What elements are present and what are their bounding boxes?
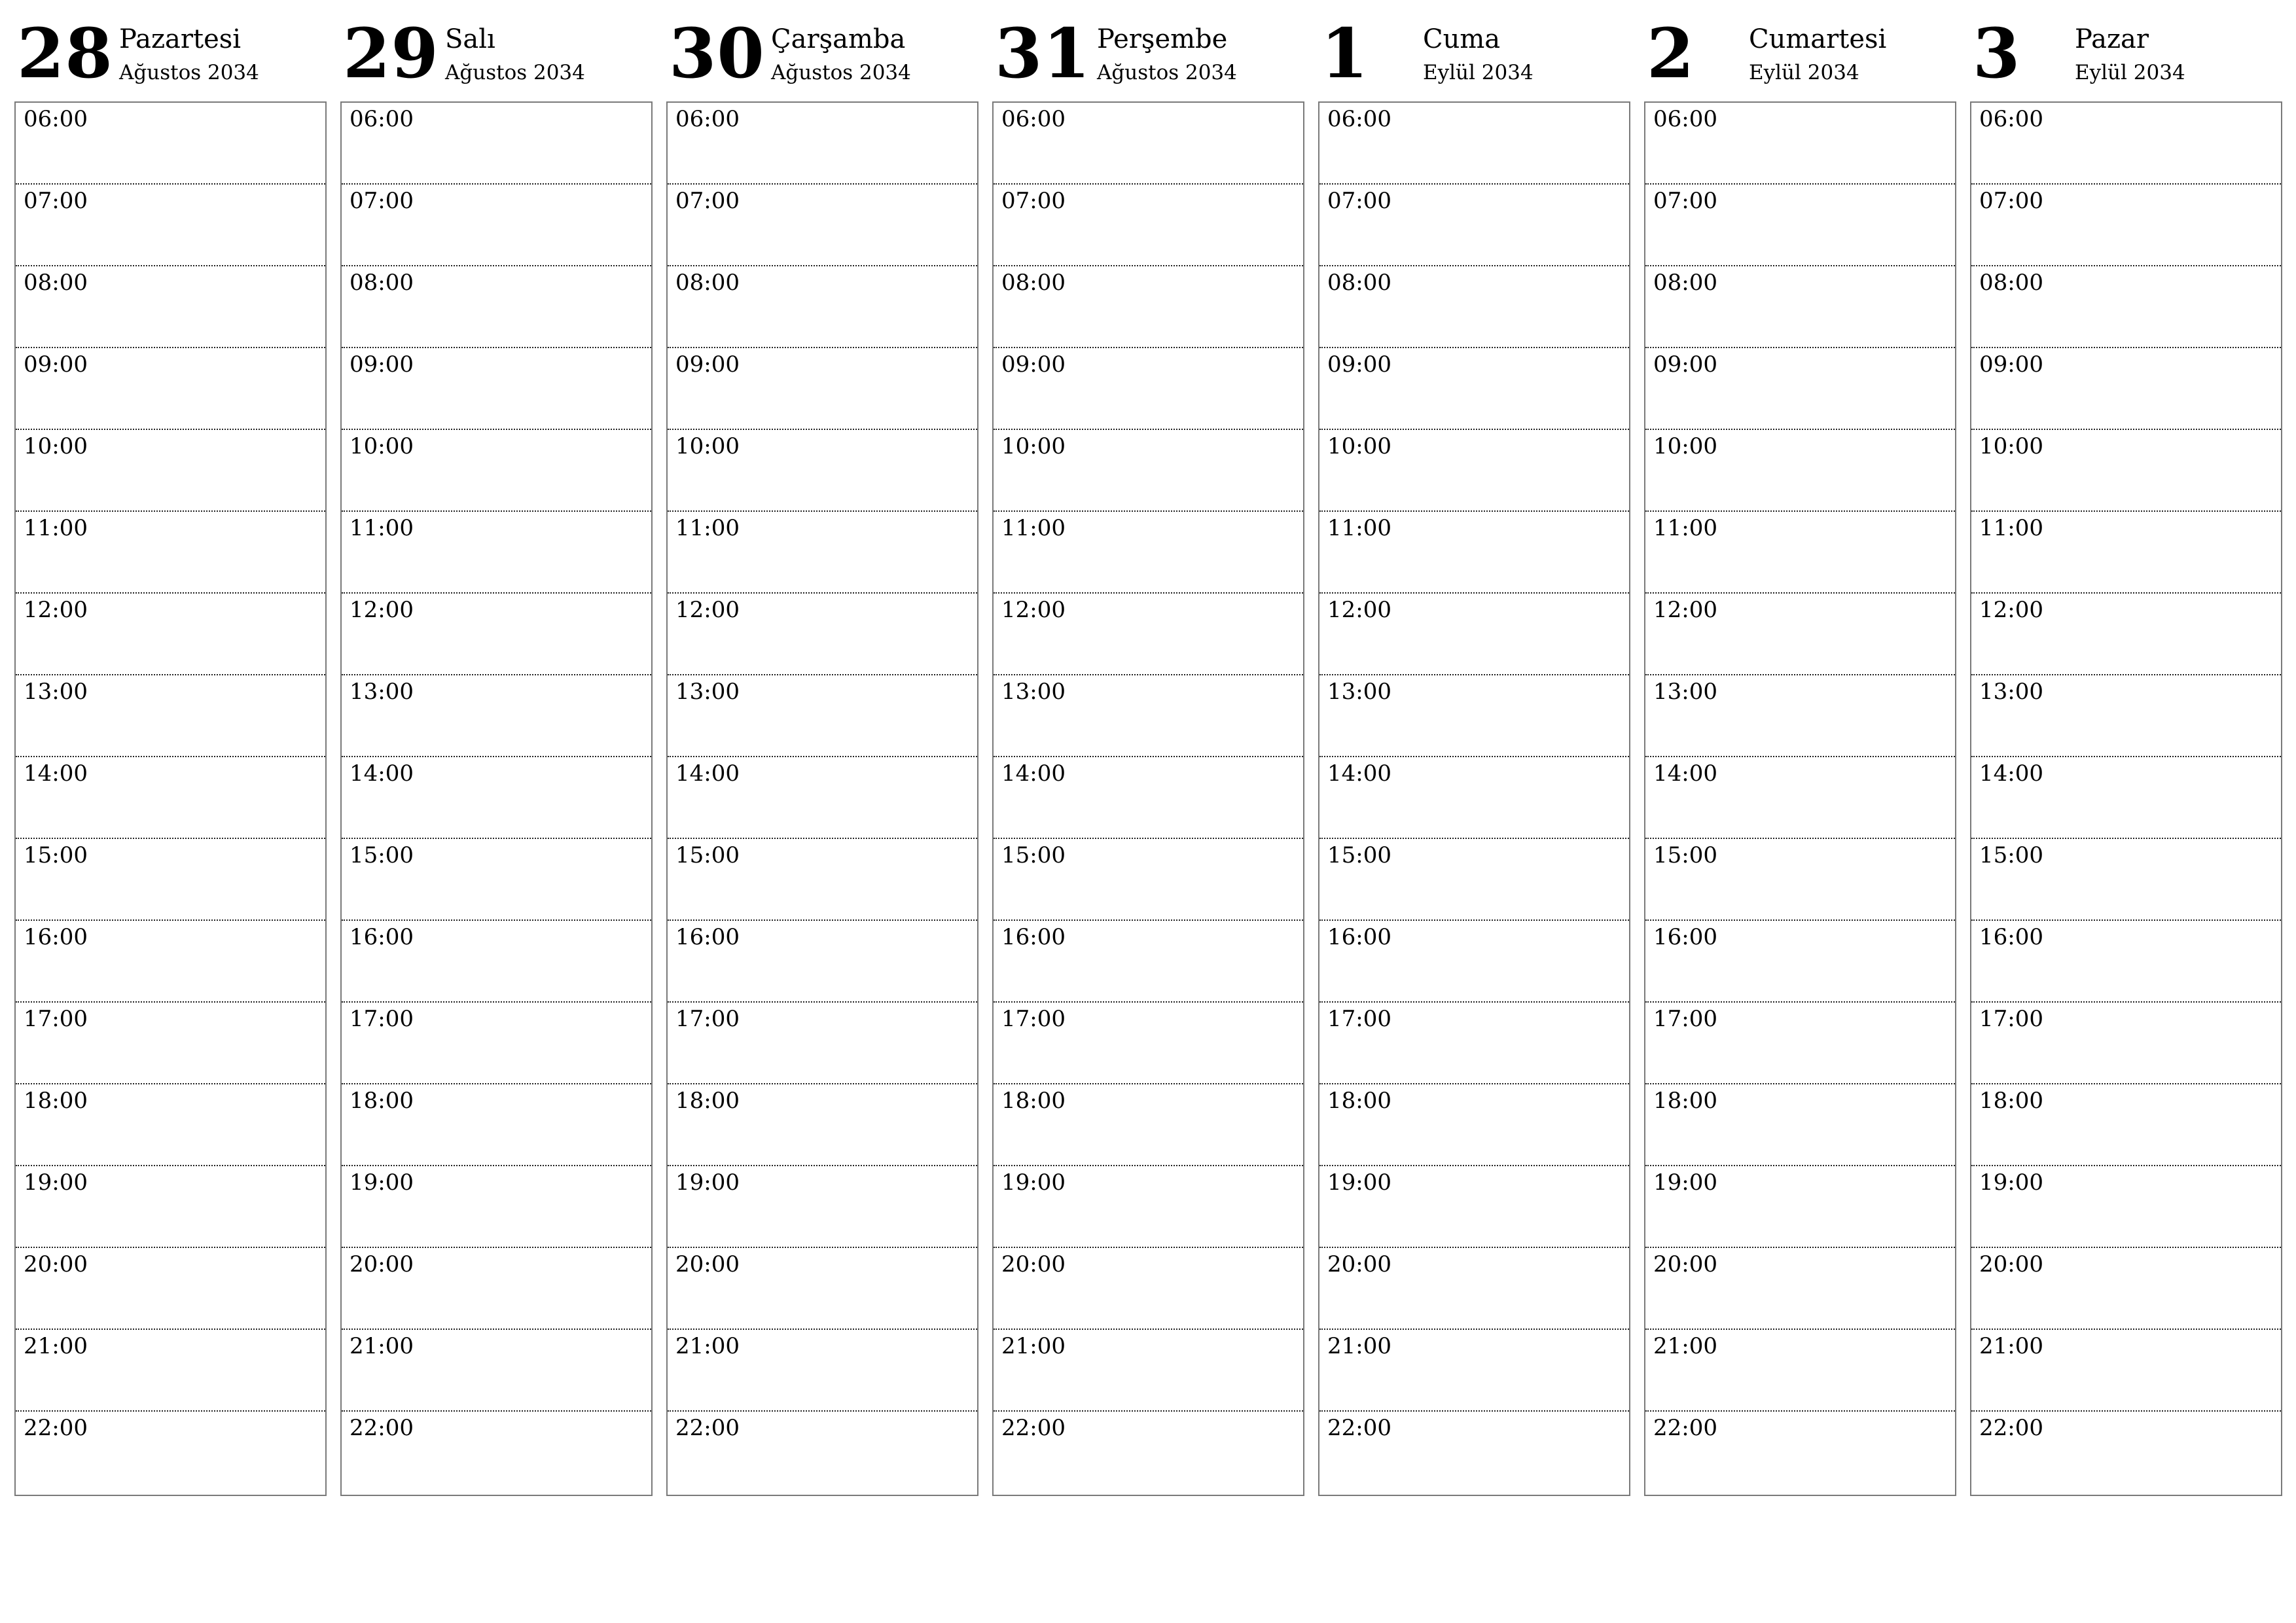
hour-slot[interactable] xyxy=(1645,348,1955,430)
hour-slot[interactable] xyxy=(342,430,651,512)
hour-label: 15:00 xyxy=(1327,842,1391,868)
hour-label: 18:00 xyxy=(1327,1088,1391,1114)
hour-label: 12:00 xyxy=(1327,597,1391,623)
hour-label: 18:00 xyxy=(350,1088,414,1114)
hour-label: 11:00 xyxy=(1327,515,1391,541)
hour-slot[interactable] xyxy=(1645,839,1955,921)
hour-grid xyxy=(340,101,653,1496)
hour-label: 22:00 xyxy=(675,1415,740,1441)
hour-label: 11:00 xyxy=(1653,515,1717,541)
hour-slot[interactable] xyxy=(1319,1166,1629,1248)
hour-label: 19:00 xyxy=(1979,1169,2043,1196)
hour-slot[interactable] xyxy=(1971,185,2281,266)
hour-slot[interactable] xyxy=(16,348,325,430)
hour-label: 19:00 xyxy=(24,1169,88,1196)
hour-slot[interactable] xyxy=(668,1412,977,1493)
hour-slot[interactable] xyxy=(1319,1084,1629,1166)
day-column xyxy=(340,0,653,1441)
day-number: 31 xyxy=(995,13,1091,94)
hour-slot[interactable] xyxy=(1645,1166,1955,1248)
hour-slot[interactable] xyxy=(16,512,325,594)
hour-label: 14:00 xyxy=(350,760,414,787)
hour-label: 06:00 xyxy=(1979,106,2043,132)
hour-slot[interactable] xyxy=(994,430,1303,512)
hour-slot[interactable] xyxy=(16,1166,325,1248)
hour-label: 09:00 xyxy=(1653,351,1717,378)
hour-label: 21:00 xyxy=(675,1333,740,1359)
hour-label: 15:00 xyxy=(24,842,88,868)
day-name: Pazar xyxy=(2075,24,2149,54)
hour-label: 21:00 xyxy=(1979,1333,2043,1359)
hour-label: 06:00 xyxy=(24,106,88,132)
hour-label: 12:00 xyxy=(675,597,740,623)
day-month: Ağustos 2034 xyxy=(1097,61,1237,84)
hour-label: 08:00 xyxy=(24,270,88,296)
hour-slot[interactable] xyxy=(994,1412,1303,1493)
hour-label: 08:00 xyxy=(350,270,414,296)
hour-label: 15:00 xyxy=(675,842,740,868)
day-column xyxy=(14,0,327,1441)
day-month: Eylül 2034 xyxy=(1749,61,1859,84)
hour-label: 17:00 xyxy=(1001,1006,1066,1032)
hour-slot[interactable] xyxy=(16,675,325,757)
hour-slot[interactable] xyxy=(1971,1330,2281,1412)
hour-label: 08:00 xyxy=(1979,270,2043,296)
hour-label: 17:00 xyxy=(1327,1006,1391,1032)
hour-label: 16:00 xyxy=(1979,924,2043,950)
day-name: Çarşamba xyxy=(771,24,906,54)
hour-label: 15:00 xyxy=(1001,842,1066,868)
hour-label: 07:00 xyxy=(1001,188,1066,214)
hour-slot[interactable] xyxy=(1319,1330,1629,1412)
day-column xyxy=(1318,0,1630,1441)
hour-label: 13:00 xyxy=(1327,679,1391,705)
hour-label: 13:00 xyxy=(1001,679,1066,705)
hour-slot[interactable] xyxy=(668,921,977,1003)
hour-label: 20:00 xyxy=(1979,1251,2043,1277)
hour-label: 20:00 xyxy=(1653,1251,1717,1277)
hour-slot[interactable] xyxy=(16,430,325,512)
hour-label: 16:00 xyxy=(1001,924,1066,950)
hour-slot[interactable] xyxy=(1971,512,2281,594)
hour-slot[interactable] xyxy=(342,1412,651,1493)
hour-label: 19:00 xyxy=(350,1169,414,1196)
hour-label: 13:00 xyxy=(1653,679,1717,705)
hour-label: 22:00 xyxy=(350,1415,414,1441)
hour-label: 20:00 xyxy=(1327,1251,1391,1277)
hour-label: 07:00 xyxy=(350,188,414,214)
hour-slot[interactable] xyxy=(342,185,651,266)
hour-label: 13:00 xyxy=(1979,679,2043,705)
hour-label: 15:00 xyxy=(1653,842,1717,868)
day-column xyxy=(1970,0,2282,1441)
hour-label: 14:00 xyxy=(24,760,88,787)
hour-slot[interactable] xyxy=(1319,1248,1629,1330)
hour-label: 14:00 xyxy=(1653,760,1717,787)
hour-slot[interactable] xyxy=(668,1003,977,1084)
hour-label: 16:00 xyxy=(1327,924,1391,950)
day-month: Ağustos 2034 xyxy=(119,61,259,84)
hour-slot[interactable] xyxy=(668,348,977,430)
hour-slot[interactable] xyxy=(1319,921,1629,1003)
hour-slot[interactable] xyxy=(16,839,325,921)
hour-label: 12:00 xyxy=(24,597,88,623)
hour-label: 10:00 xyxy=(1979,433,2043,459)
hour-slot[interactable] xyxy=(342,512,651,594)
hour-slot[interactable] xyxy=(994,1166,1303,1248)
hour-slot[interactable] xyxy=(1645,1003,1955,1084)
hour-slot[interactable] xyxy=(1319,430,1629,512)
hour-slot[interactable] xyxy=(1645,1248,1955,1330)
day-name: Cumartesi xyxy=(1749,24,1887,54)
hour-label: 08:00 xyxy=(675,270,740,296)
hour-slot[interactable] xyxy=(1971,757,2281,839)
hour-slot[interactable] xyxy=(668,594,977,675)
hour-label: 10:00 xyxy=(1653,433,1717,459)
hour-slot[interactable] xyxy=(342,675,651,757)
hour-label: 08:00 xyxy=(1327,270,1391,296)
hour-label: 12:00 xyxy=(350,597,414,623)
hour-slot[interactable] xyxy=(1645,103,1955,185)
hour-label: 18:00 xyxy=(1001,1088,1066,1114)
hour-label: 20:00 xyxy=(350,1251,414,1277)
hour-label: 16:00 xyxy=(1653,924,1717,950)
hour-slot[interactable] xyxy=(342,757,651,839)
day-name: Pazartesi xyxy=(119,24,242,54)
hour-label: 20:00 xyxy=(24,1251,88,1277)
hour-label: 07:00 xyxy=(675,188,740,214)
hour-label: 10:00 xyxy=(675,433,740,459)
day-number: 28 xyxy=(17,13,113,94)
hour-slot[interactable] xyxy=(1645,921,1955,1003)
day-column xyxy=(1644,0,1956,1441)
hour-slot[interactable] xyxy=(1971,921,2281,1003)
day-month: Eylül 2034 xyxy=(1423,61,1534,84)
hour-slot[interactable] xyxy=(1971,1166,2281,1248)
hour-slot[interactable] xyxy=(342,1166,651,1248)
hour-label: 08:00 xyxy=(1001,270,1066,296)
hour-label: 22:00 xyxy=(1653,1415,1717,1441)
hour-slot[interactable] xyxy=(1319,103,1629,185)
day-month: Ağustos 2034 xyxy=(771,61,911,84)
day-number: 3 xyxy=(1973,13,2021,94)
hour-slot[interactable] xyxy=(16,1330,325,1412)
hour-slot[interactable] xyxy=(668,266,977,348)
hour-label: 12:00 xyxy=(1979,597,2043,623)
hour-slot[interactable] xyxy=(1319,512,1629,594)
hour-slot[interactable] xyxy=(1645,430,1955,512)
hour-label: 07:00 xyxy=(1653,188,1717,214)
hour-label: 19:00 xyxy=(1653,1169,1717,1196)
hour-grid xyxy=(1970,101,2282,1496)
hour-label: 14:00 xyxy=(675,760,740,787)
hour-label: 09:00 xyxy=(1979,351,2043,378)
hour-slot[interactable] xyxy=(1971,348,2281,430)
hour-label: 20:00 xyxy=(675,1251,740,1277)
day-name: Salı xyxy=(445,24,495,54)
hour-slot[interactable] xyxy=(16,921,325,1003)
hour-slot[interactable] xyxy=(342,594,651,675)
hour-slot[interactable] xyxy=(1971,1412,2281,1493)
hour-label: 07:00 xyxy=(1979,188,2043,214)
hour-label: 11:00 xyxy=(675,515,740,541)
day-header xyxy=(1318,0,1630,101)
hour-slot[interactable] xyxy=(994,1330,1303,1412)
hour-slot[interactable] xyxy=(1645,1330,1955,1412)
hour-slot[interactable] xyxy=(1645,185,1955,266)
hour-slot[interactable] xyxy=(668,512,977,594)
hour-slot[interactable] xyxy=(994,348,1303,430)
hour-label: 06:00 xyxy=(1001,106,1066,132)
hour-slot[interactable] xyxy=(668,1248,977,1330)
hour-slot[interactable] xyxy=(342,921,651,1003)
day-header xyxy=(340,0,653,101)
hour-slot[interactable] xyxy=(342,1084,651,1166)
hour-label: 07:00 xyxy=(24,188,88,214)
hour-label: 09:00 xyxy=(24,351,88,378)
hour-slot[interactable] xyxy=(1971,1084,2281,1166)
hour-slot[interactable] xyxy=(1319,1003,1629,1084)
day-number: 2 xyxy=(1647,13,1695,94)
hour-grid xyxy=(666,101,978,1496)
hour-label: 18:00 xyxy=(24,1088,88,1114)
day-header xyxy=(1644,0,1956,101)
hour-grid xyxy=(1318,101,1630,1496)
hour-slot[interactable] xyxy=(1971,675,2281,757)
hour-label: 21:00 xyxy=(24,1333,88,1359)
hour-slot[interactable] xyxy=(16,103,325,185)
hour-slot[interactable] xyxy=(1319,594,1629,675)
hour-label: 17:00 xyxy=(1653,1006,1717,1032)
hour-slot[interactable] xyxy=(342,348,651,430)
hour-slot[interactable] xyxy=(16,266,325,348)
hour-slot[interactable] xyxy=(1645,266,1955,348)
hour-slot[interactable] xyxy=(668,103,977,185)
hour-label: 09:00 xyxy=(1327,351,1391,378)
hour-slot[interactable] xyxy=(994,1003,1303,1084)
hour-label: 17:00 xyxy=(24,1006,88,1032)
hour-label: 19:00 xyxy=(1327,1169,1391,1196)
hour-slot[interactable] xyxy=(16,594,325,675)
hour-label: 09:00 xyxy=(350,351,414,378)
hour-slot[interactable] xyxy=(994,675,1303,757)
hour-label: 14:00 xyxy=(1001,760,1066,787)
hour-slot[interactable] xyxy=(1319,757,1629,839)
hour-label: 18:00 xyxy=(1653,1088,1717,1114)
hour-label: 13:00 xyxy=(24,679,88,705)
hour-slot[interactable] xyxy=(1971,430,2281,512)
hour-label: 16:00 xyxy=(24,924,88,950)
hour-slot[interactable] xyxy=(342,103,651,185)
hour-slot[interactable] xyxy=(1971,1248,2281,1330)
hour-slot[interactable] xyxy=(994,266,1303,348)
hour-slot[interactable] xyxy=(1645,594,1955,675)
hour-slot[interactable] xyxy=(1319,839,1629,921)
day-header xyxy=(1970,0,2282,101)
hour-label: 06:00 xyxy=(350,106,414,132)
hour-slot[interactable] xyxy=(1971,266,2281,348)
hour-slot[interactable] xyxy=(668,1084,977,1166)
hour-slot[interactable] xyxy=(1645,675,1955,757)
hour-label: 11:00 xyxy=(24,515,88,541)
hour-slot[interactable] xyxy=(1645,1084,1955,1166)
hour-grid xyxy=(1644,101,1956,1496)
hour-slot[interactable] xyxy=(16,1248,325,1330)
hour-label: 10:00 xyxy=(1001,433,1066,459)
hour-slot[interactable] xyxy=(16,1084,325,1166)
hour-slot[interactable] xyxy=(668,185,977,266)
hour-label: 21:00 xyxy=(1001,1333,1066,1359)
hour-label: 21:00 xyxy=(1327,1333,1391,1359)
day-column xyxy=(992,0,1304,1441)
hour-label: 13:00 xyxy=(350,679,414,705)
hour-slot[interactable] xyxy=(994,512,1303,594)
hour-label: 18:00 xyxy=(1979,1088,2043,1114)
hour-slot[interactable] xyxy=(668,430,977,512)
hour-label: 06:00 xyxy=(1653,106,1717,132)
hour-grid xyxy=(992,101,1304,1496)
day-month: Eylül 2034 xyxy=(2075,61,2185,84)
hour-label: 20:00 xyxy=(1001,1251,1066,1277)
hour-slot[interactable] xyxy=(16,757,325,839)
hour-label: 22:00 xyxy=(1001,1415,1066,1441)
hour-slot[interactable] xyxy=(1319,348,1629,430)
hour-label: 17:00 xyxy=(350,1006,414,1032)
hour-label: 16:00 xyxy=(350,924,414,950)
day-number: 30 xyxy=(669,13,765,94)
hour-label: 10:00 xyxy=(350,433,414,459)
hour-slot[interactable] xyxy=(994,103,1303,185)
day-header xyxy=(992,0,1304,101)
hour-slot[interactable] xyxy=(994,185,1303,266)
hour-slot[interactable] xyxy=(1645,512,1955,594)
hour-label: 11:00 xyxy=(1001,515,1066,541)
hour-slot[interactable] xyxy=(1971,103,2281,185)
day-number: 29 xyxy=(343,13,439,94)
hour-slot[interactable] xyxy=(1971,594,2281,675)
hour-label: 09:00 xyxy=(675,351,740,378)
hour-slot[interactable] xyxy=(994,839,1303,921)
hour-slot[interactable] xyxy=(1319,1412,1629,1493)
hour-slot[interactable] xyxy=(1319,185,1629,266)
hour-slot[interactable] xyxy=(16,185,325,266)
hour-label: 21:00 xyxy=(350,1333,414,1359)
hour-label: 06:00 xyxy=(675,106,740,132)
hour-slot[interactable] xyxy=(342,266,651,348)
hour-label: 13:00 xyxy=(675,679,740,705)
hour-slot[interactable] xyxy=(1645,1412,1955,1493)
hour-label: 12:00 xyxy=(1653,597,1717,623)
hour-slot[interactable] xyxy=(994,1084,1303,1166)
hour-label: 22:00 xyxy=(1327,1415,1391,1441)
hour-slot[interactable] xyxy=(342,1003,651,1084)
hour-slot[interactable] xyxy=(668,1330,977,1412)
hour-label: 11:00 xyxy=(1979,515,2043,541)
hour-label: 18:00 xyxy=(675,1088,740,1114)
hour-label: 12:00 xyxy=(1001,597,1066,623)
day-header xyxy=(666,0,978,101)
hour-label: 15:00 xyxy=(350,842,414,868)
hour-slot[interactable] xyxy=(668,757,977,839)
hour-label: 08:00 xyxy=(1653,270,1717,296)
hour-grid xyxy=(14,101,327,1496)
hour-slot[interactable] xyxy=(342,1248,651,1330)
hour-label: 14:00 xyxy=(1979,760,2043,787)
hour-label: 22:00 xyxy=(1979,1415,2043,1441)
day-header xyxy=(14,0,327,101)
hour-label: 10:00 xyxy=(1327,433,1391,459)
hour-label: 16:00 xyxy=(675,924,740,950)
hour-slot[interactable] xyxy=(342,839,651,921)
hour-label: 14:00 xyxy=(1327,760,1391,787)
hour-slot[interactable] xyxy=(1971,1003,2281,1084)
hour-slot[interactable] xyxy=(994,757,1303,839)
hour-label: 07:00 xyxy=(1327,188,1391,214)
hour-slot[interactable] xyxy=(1319,675,1629,757)
hour-slot[interactable] xyxy=(1645,757,1955,839)
hour-label: 17:00 xyxy=(1979,1006,2043,1032)
hour-label: 15:00 xyxy=(1979,842,2043,868)
hour-slot[interactable] xyxy=(342,1330,651,1412)
hour-slot[interactable] xyxy=(994,921,1303,1003)
hour-label: 19:00 xyxy=(1001,1169,1066,1196)
hour-slot[interactable] xyxy=(668,675,977,757)
hour-slot[interactable] xyxy=(668,1166,977,1248)
day-name: Perşembe xyxy=(1097,24,1228,54)
hour-label: 11:00 xyxy=(350,515,414,541)
hour-label: 09:00 xyxy=(1001,351,1066,378)
hour-label: 19:00 xyxy=(675,1169,740,1196)
hour-slot[interactable] xyxy=(16,1412,325,1493)
day-column xyxy=(666,0,978,1441)
hour-slot[interactable] xyxy=(1319,266,1629,348)
hour-slot[interactable] xyxy=(994,594,1303,675)
day-number: 1 xyxy=(1321,13,1369,94)
hour-slot[interactable] xyxy=(16,1003,325,1084)
day-month: Ağustos 2034 xyxy=(445,61,585,84)
day-name: Cuma xyxy=(1423,24,1501,54)
hour-label: 06:00 xyxy=(1327,106,1391,132)
hour-slot[interactable] xyxy=(1971,839,2281,921)
hour-slot[interactable] xyxy=(994,1248,1303,1330)
hour-label: 10:00 xyxy=(24,433,88,459)
hour-slot[interactable] xyxy=(668,839,977,921)
hour-label: 22:00 xyxy=(24,1415,88,1441)
hour-label: 17:00 xyxy=(675,1006,740,1032)
hour-label: 21:00 xyxy=(1653,1333,1717,1359)
